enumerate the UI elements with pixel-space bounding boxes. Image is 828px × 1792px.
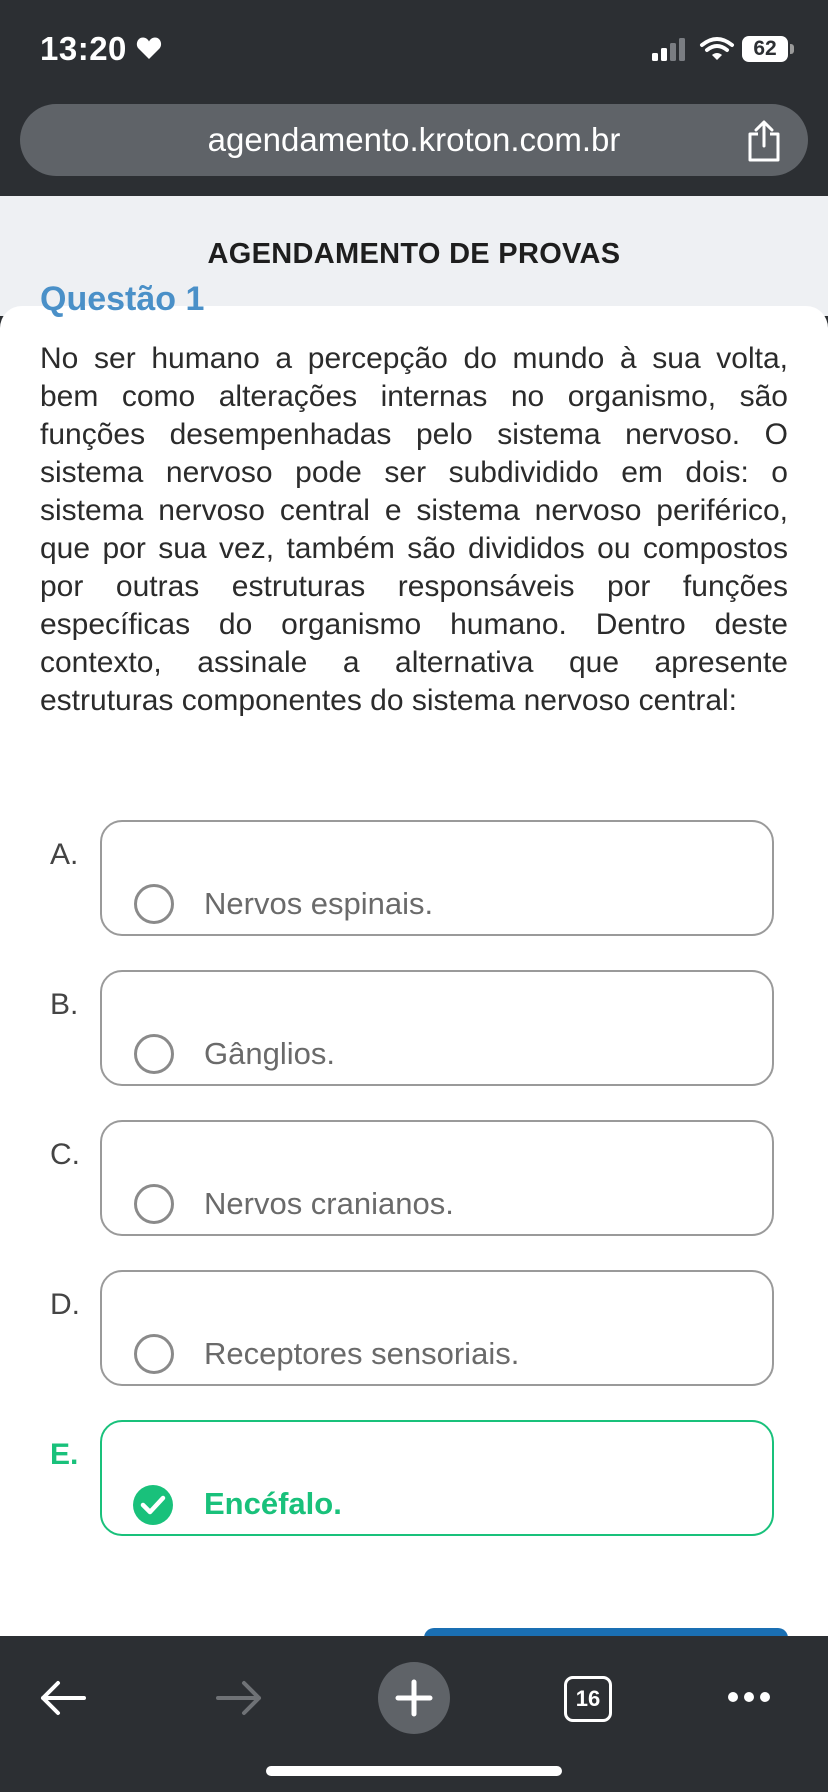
option-box[interactable] bbox=[100, 1420, 774, 1536]
share-icon[interactable] bbox=[746, 120, 782, 162]
option-letter: A. bbox=[50, 838, 79, 871]
radio-button[interactable] bbox=[134, 1334, 174, 1374]
option-text: Nervos espinais. bbox=[204, 886, 434, 921]
battery-tip bbox=[790, 44, 794, 54]
address-bar[interactable] bbox=[20, 104, 808, 176]
heart-icon bbox=[136, 36, 162, 60]
option-letter: E. bbox=[50, 1438, 79, 1471]
back-arrow-icon[interactable] bbox=[38, 1678, 88, 1718]
option-letter: D. bbox=[50, 1288, 80, 1321]
page-title: AGENDAMENTO DE PROVAS bbox=[207, 238, 621, 270]
question-card bbox=[0, 280, 828, 1636]
wifi-icon bbox=[700, 36, 734, 62]
option-text: Nervos cranianos. bbox=[204, 1186, 454, 1221]
radio-button[interactable] bbox=[134, 1034, 174, 1074]
option-text: Receptores sensoriais. bbox=[204, 1336, 520, 1371]
tabs-counter[interactable]: 16 bbox=[564, 1676, 612, 1722]
check-circle-icon[interactable] bbox=[132, 1484, 174, 1526]
option-box[interactable] bbox=[100, 820, 774, 936]
status-bar bbox=[0, 0, 828, 100]
option-text: Encéfalo. bbox=[204, 1486, 342, 1521]
cellular-signal-icon bbox=[652, 36, 690, 62]
option-text: Gânglios. bbox=[204, 1036, 335, 1071]
status-time: 13:20 bbox=[40, 30, 127, 67]
option-box[interactable] bbox=[100, 1270, 774, 1386]
new-tab-plus-icon[interactable] bbox=[378, 1662, 450, 1734]
question-label: Questão 1 bbox=[40, 280, 205, 318]
option-box[interactable] bbox=[100, 970, 774, 1086]
home-indicator[interactable] bbox=[266, 1766, 562, 1776]
question-text: No ser humano a percepção do mundo à sua volta, bem como alterações internas no organismo, são funções desempenhadas pelo sistema nervoso. O sistema nervoso pode ser subdividido em dois: o sistema nervoso central e sistema nervoso periférico, que por sua vez, também são divididos ou compostos por outras estruturas responsáveis por funções específicas do organismo humano. Dentro deste contexto, assinale a alternativa que apresente estruturas componentes do sistema nervoso central: bbox=[40, 342, 788, 717]
url-text[interactable]: agendamento.kroton.com.br bbox=[207, 121, 621, 158]
option-letter: C. bbox=[50, 1138, 80, 1171]
forward-arrow-icon[interactable] bbox=[214, 1678, 264, 1718]
option-letter: B. bbox=[50, 988, 79, 1021]
battery-indicator: 62 bbox=[742, 36, 788, 62]
more-options-icon[interactable] bbox=[726, 1690, 772, 1704]
radio-button[interactable] bbox=[134, 884, 174, 924]
radio-button[interactable] bbox=[134, 1184, 174, 1224]
option-box[interactable] bbox=[100, 1120, 774, 1236]
